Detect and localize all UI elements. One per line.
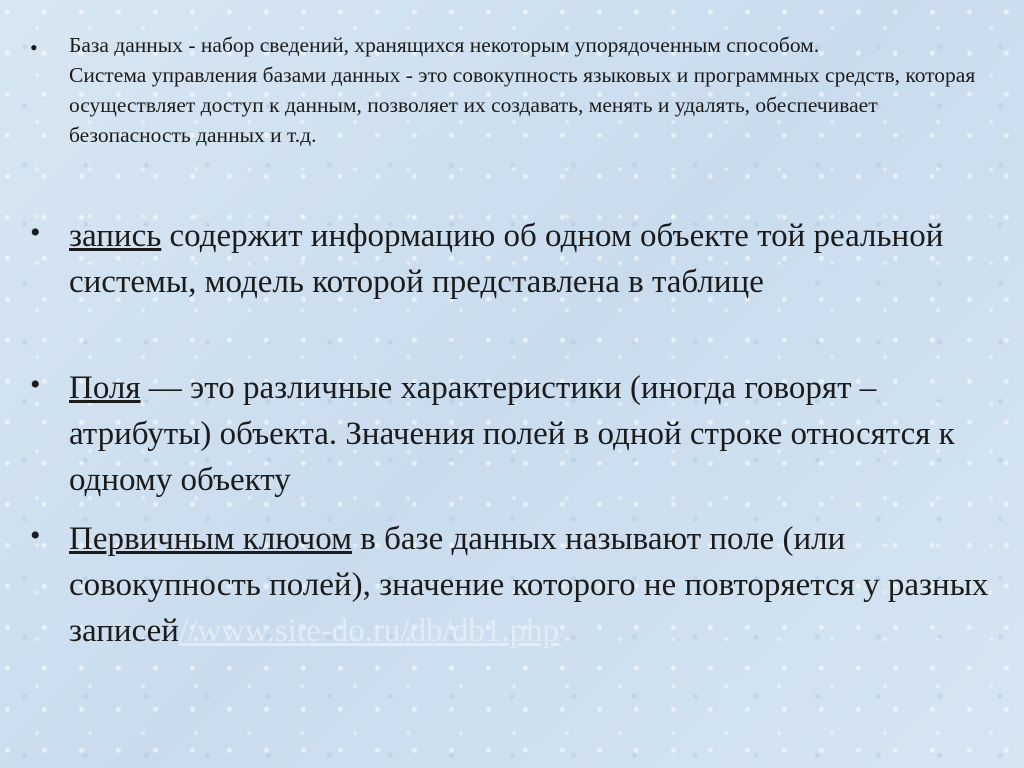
primary-key-description: в базе данных называют поле (или совокупность полей), значение которого не повторяется у разных записей [69, 521, 989, 649]
source-link[interactable]: //www.site-do.ru/db/db1.php [178, 613, 560, 649]
bullet-text [69, 30, 989, 150]
fields-description: — это различные характеристики (иногда говорят – атрибуты) объекта. Значения полей в одной строке относятся к одному объекту [69, 370, 955, 498]
bullet-glyph: • [30, 216, 41, 249]
bullet-glyph: • [30, 35, 38, 60]
bullet-text [69, 516, 989, 654]
bullet-text [69, 213, 989, 305]
bullet-glyph: • [30, 519, 41, 552]
term-fields: Поля [69, 370, 141, 406]
bullet-text [69, 365, 989, 503]
term-primary-key: Первичным ключом [69, 521, 353, 557]
term-record: запись [69, 218, 162, 254]
database-definition: База данных - набор сведений, хранящихся некоторым упорядоченным способом. [69, 33, 820, 57]
record-description: содержит информацию об одном объекте той реальной системы, модель которой представлена в таблице [69, 218, 944, 300]
bullet-glyph: • [30, 368, 41, 401]
dbms-definition: Система управления базами данных - это совокупность языковых и программных средств, которая осуществляет доступ к данным, позволяет их создавать, менять и удалять, обеспечивает безопасность данных и т.д. [69, 63, 976, 147]
